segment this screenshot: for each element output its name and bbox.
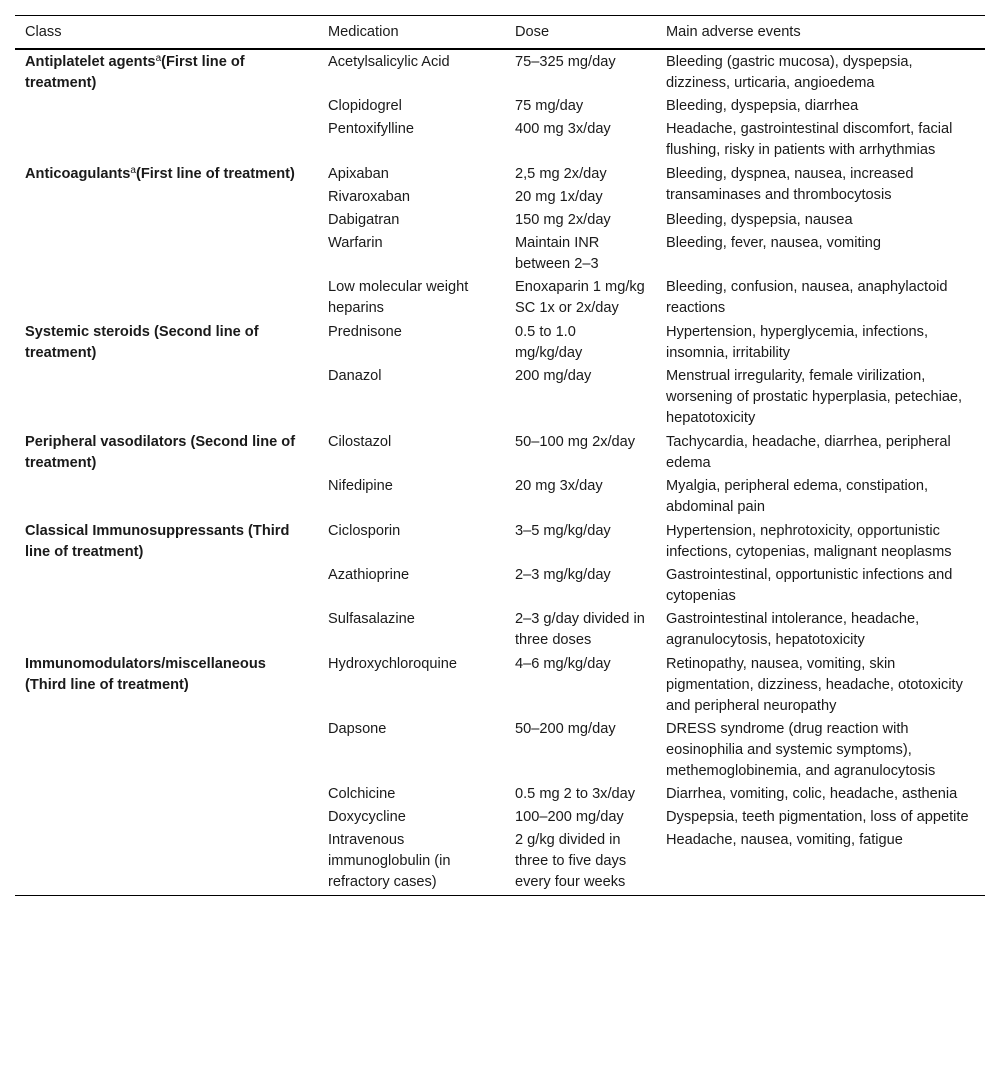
table-row <box>15 49 985 95</box>
medication-cell: Intravenous immunoglobulin (in refractory cases) <box>318 829 505 896</box>
header-medication: Medication <box>318 16 505 50</box>
dose-cell: 2–3 g/day divided in three doses <box>515 611 645 648</box>
dose-cell: 3–5 mg/kg/day <box>515 523 611 539</box>
adverse-events-cell: Retinopathy, nausea, vomiting, skin pigmentation, dizziness, headache, ototoxicity and peripheral neuropathy <box>666 656 963 714</box>
medication-cell: Hydroxychloroquine <box>328 656 457 672</box>
class-line-of-treatment: (First line of treatment) <box>135 166 295 182</box>
adverse-events-cell: Gastrointestinal intolerance, headache, agranulocytosis, hepatotoxicity <box>666 611 920 648</box>
class-cell <box>15 519 318 652</box>
medication-cell: Danazol <box>328 368 382 384</box>
adverse-events-cell: DRESS syndrome (drug reaction with eosinophilia and systemic symptoms), methemoglobinemia, and agranulocytosis <box>666 721 936 779</box>
medication-cell: Dabigatran <box>328 212 400 228</box>
table-row <box>15 519 985 564</box>
adverse-events-cell: Bleeding, dyspepsia, diarrhea <box>666 98 859 114</box>
dose-cell: 20 mg 3x/day <box>515 478 603 494</box>
adverse-events-cell: Gastrointestinal, opportunistic infections and cytopenias <box>666 567 953 604</box>
dose-cell: 2 g/kg divided in three to five days every four weeks <box>505 829 656 896</box>
dose-cell: 20 mg 1x/day <box>515 189 603 205</box>
table-row <box>15 430 985 475</box>
dose-cell: 400 mg 3x/day <box>515 121 611 137</box>
header-row <box>15 16 985 50</box>
adverse-events-cell: Bleeding (gastric mucosa), dyspepsia, dizziness, urticaria, angioedema <box>666 54 913 91</box>
medication-cell: Pentoxifylline <box>328 121 414 137</box>
table-body <box>15 49 985 896</box>
dose-cell: Maintain INR between 2–3 <box>515 235 600 272</box>
class-cell <box>15 162 318 320</box>
medication-cell: Clopidogrel <box>328 98 402 114</box>
dose-cell: 0.5 mg 2 to 3x/day <box>515 786 636 802</box>
footnote-marker: a <box>130 165 136 176</box>
medication-cell: Nifedipine <box>328 478 393 494</box>
class-cell <box>15 430 318 519</box>
class-line-of-treatment: (First line of treatment) <box>25 54 245 91</box>
dose-cell: 100–200 mg/day <box>515 809 624 825</box>
dose-cell: 75 mg/day <box>515 98 584 114</box>
adverse-events-cell: Bleeding, dyspepsia, nausea <box>666 212 853 228</box>
class-cell <box>15 49 318 162</box>
class-name: Antiplatelet agents <box>25 54 156 70</box>
medication-cell: Cilostazol <box>328 434 392 450</box>
adverse-events-cell: Myalgia, peripheral edema, constipation, abdominal pain <box>666 478 929 515</box>
header-class: Class <box>15 16 318 50</box>
medication-table <box>15 15 985 896</box>
dose-cell: 150 mg 2x/day <box>515 212 611 228</box>
table-row <box>15 162 985 186</box>
medication-cell: Rivaroxaban <box>328 189 410 205</box>
dose-cell: 50–100 mg 2x/day <box>515 434 636 450</box>
class-name: Immunomodulators/miscellaneous (Third line of treatment) <box>25 656 266 693</box>
dose-cell: 200 mg/day <box>515 368 592 384</box>
medication-table-container <box>15 15 985 896</box>
adverse-events-cell: Hypertension, nephrotoxicity, opportunistic infections, cytopenias, malignant neoplasms <box>666 523 952 560</box>
adverse-events-cell: Bleeding, confusion, nausea, anaphylactoid reactions <box>666 279 948 316</box>
medication-cell: Doxycycline <box>328 809 406 825</box>
medication-cell: Azathioprine <box>328 567 410 583</box>
dose-cell: 2,5 mg 2x/day <box>515 166 607 182</box>
medication-cell: Ciclosporin <box>328 523 401 539</box>
class-cell <box>15 320 318 430</box>
adverse-events-cell: Diarrhea, vomiting, colic, headache, asthenia <box>666 786 958 802</box>
medication-cell: Acetylsalicylic Acid <box>328 54 450 70</box>
class-name: Anticoagulants <box>25 166 131 182</box>
dose-cell: Enoxaparin 1 mg/kg SC 1x or 2x/day <box>515 279 645 316</box>
footnote-marker: a <box>155 53 162 64</box>
table-row <box>15 320 985 365</box>
dose-cell: 2–3 mg/kg/day <box>515 567 611 583</box>
adverse-events-cell: Bleeding, dyspnea, nausea, increased transaminases and thrombocytosis <box>666 166 914 203</box>
adverse-events-cell: Headache, nausea, vomiting, fatigue <box>656 829 985 896</box>
medication-cell: Sulfasalazine <box>328 611 415 627</box>
header-adverse-events: Main adverse events <box>656 16 985 50</box>
class-name: Classical Immunosuppressants (Third line of treatment) <box>25 523 290 560</box>
class-cell <box>15 652 318 896</box>
dose-cell: 0.5 to 1.0 mg/kg/day <box>515 324 583 361</box>
adverse-events-cell: Bleeding, fever, nausea, vomiting <box>666 235 881 251</box>
class-name: Peripheral vasodilators (Second line of treatment) <box>25 434 296 471</box>
medication-cell: Prednisone <box>328 324 402 340</box>
dose-cell: 4–6 mg/kg/day <box>515 656 611 672</box>
medication-cell: Low molecular weight heparins <box>328 279 469 316</box>
medication-cell: Apixaban <box>328 166 389 182</box>
class-name: Systemic steroids (Second line of treatment) <box>25 324 259 361</box>
medication-cell: Colchicine <box>328 786 396 802</box>
dose-cell: 50–200 mg/day <box>515 721 616 737</box>
header-dose: Dose <box>505 16 656 50</box>
adverse-events-cell: Menstrual irregularity, female virilization, worsening of prostatic hyperplasia, petechiae, hepatotoxicity <box>666 368 963 426</box>
table-row <box>15 652 985 718</box>
adverse-events-cell: Headache, gastrointestinal discomfort, facial flushing, risky in patients with arrhythmias <box>666 121 953 158</box>
adverse-events-cell: Tachycardia, headache, diarrhea, peripheral edema <box>666 434 951 471</box>
adverse-events-cell: Hypertension, hyperglycemia, infections, insomnia, irritability <box>666 324 929 361</box>
table-header <box>15 16 985 50</box>
adverse-events-cell: Dyspepsia, teeth pigmentation, loss of appetite <box>666 809 969 825</box>
medication-cell: Warfarin <box>328 235 383 251</box>
medication-cell: Dapsone <box>328 721 387 737</box>
dose-cell: 75–325 mg/day <box>515 54 616 70</box>
